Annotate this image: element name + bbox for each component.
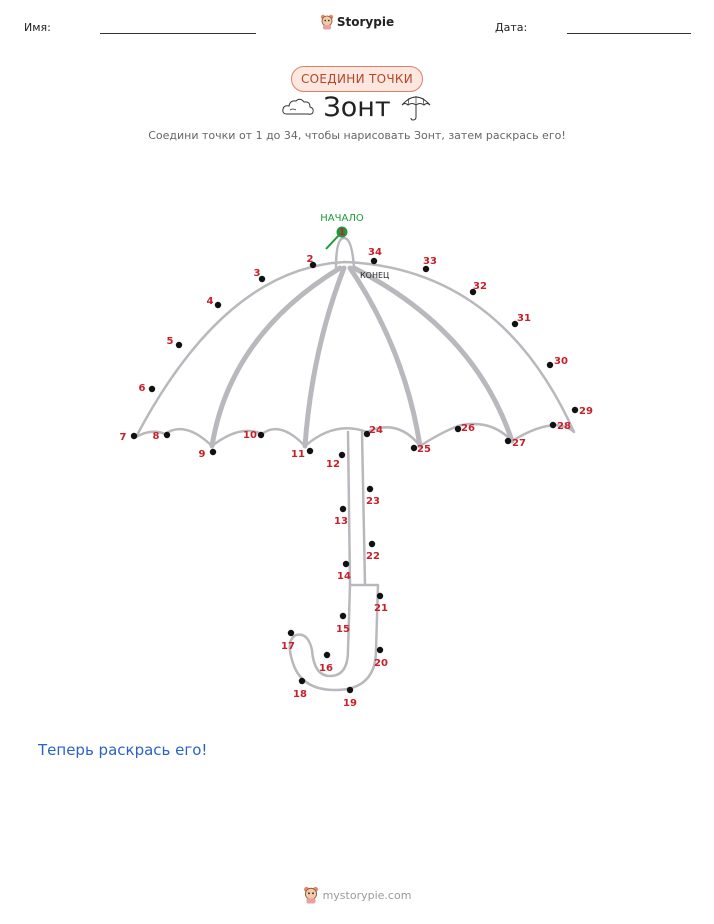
dot-marker: [369, 541, 375, 547]
dot-4: [207, 296, 222, 308]
dot-number: 4: [206, 296, 214, 307]
dot-23: [366, 486, 380, 507]
dot-10: [243, 430, 264, 441]
dot-number: 30: [554, 356, 568, 367]
dot-25: [411, 444, 431, 455]
dot-number: 14: [337, 571, 351, 582]
dot-number: 22: [366, 551, 380, 562]
dot-number: 28: [557, 421, 571, 432]
dot-26: [455, 423, 475, 434]
dot-number: 17: [281, 641, 295, 652]
dot-number: 7: [119, 432, 127, 443]
footer: [0, 886, 714, 908]
dot-number: 13: [334, 516, 348, 527]
dot-marker: [149, 386, 155, 392]
dot-number: 34: [368, 247, 382, 258]
umbrella-outline: [136, 238, 574, 690]
dot-number: 10: [243, 430, 257, 441]
instructions: Соедини точки от 1 до 34, чтобы нарисовать Зонт, затем раскрась его!: [148, 129, 566, 142]
dot-18: [293, 678, 307, 700]
dot-12: [326, 452, 345, 470]
dot-14: [337, 561, 351, 582]
dot-number: 6: [138, 383, 146, 394]
dot-31: [512, 313, 531, 327]
dots-layer: [120, 227, 593, 710]
dot-marker: [550, 422, 556, 428]
dot-29: [572, 406, 593, 417]
dot-marker: [547, 362, 553, 368]
badge-text: СОЕДИНИ ТОЧКИ: [291, 66, 423, 92]
dot-3: [254, 268, 266, 282]
dot-13: [334, 506, 348, 527]
dot-30: [547, 356, 568, 368]
dot-marker: [164, 432, 170, 438]
dot-9: [199, 449, 217, 460]
dot-marker: [339, 452, 345, 458]
dot-marker: [505, 438, 511, 444]
dot-marker: [371, 258, 377, 264]
dot-number: 20: [374, 658, 388, 669]
page-title: Зонт: [323, 92, 391, 123]
dot-marker: [307, 448, 313, 454]
brand-name: Storypie: [336, 15, 395, 29]
dot-number: 21: [374, 603, 388, 614]
dot-5: [167, 336, 183, 348]
dot-number: 31: [517, 313, 531, 324]
dot-number: 11: [291, 449, 305, 460]
dot-number: 29: [579, 406, 593, 417]
dot-marker: [367, 486, 373, 492]
dot-marker: [377, 647, 383, 653]
dot-number: 23: [366, 496, 380, 507]
dot-number: 18: [293, 689, 307, 700]
dot-number: 15: [336, 624, 350, 635]
footer-site: mystorypie.com: [322, 888, 412, 902]
dot-11: [291, 448, 313, 460]
dot-27: [505, 438, 526, 449]
dot-6: [139, 383, 156, 394]
dot-22: [366, 541, 380, 562]
start-label: НАЧАЛО: [320, 213, 364, 224]
dot-number: 19: [343, 698, 357, 709]
dot-33: [423, 256, 437, 272]
dot-marker: [347, 687, 353, 693]
dot-number: 12: [326, 459, 340, 470]
dot-1: [337, 227, 348, 239]
dot-24: [364, 425, 383, 437]
dot-number: 2: [306, 254, 314, 265]
dot-34: [368, 247, 382, 264]
dot-number: 1: [338, 227, 346, 238]
footer-bear-icon: [303, 886, 319, 904]
dot-marker: [343, 561, 349, 567]
dot-2: [307, 254, 317, 268]
dot-number: 26: [461, 423, 475, 434]
name-label: Имя:: [24, 21, 51, 34]
dot-number: 27: [512, 438, 526, 449]
dot-marker: [324, 652, 330, 658]
dot-number: 8: [152, 431, 160, 442]
dot-number: 24: [369, 425, 383, 436]
dot-number: 25: [417, 444, 431, 455]
dot-marker: [340, 613, 346, 619]
dot-number: 5: [166, 336, 174, 347]
dot-marker: [176, 342, 182, 348]
dot-marker: [340, 506, 346, 512]
dot-28: [550, 421, 571, 432]
end-label: КОНЕЦ: [360, 271, 390, 280]
dot-marker: [215, 302, 221, 308]
dot-7: [120, 432, 138, 443]
dot-marker: [288, 630, 294, 636]
dot-17: [281, 630, 295, 652]
dot-number: 3: [253, 268, 261, 279]
dot-number: 33: [423, 256, 437, 267]
dot-16: [319, 652, 333, 674]
dot-number: 16: [319, 663, 333, 674]
date-label: Дата:: [495, 21, 528, 34]
dot-number: 32: [473, 281, 487, 292]
dot-32: [470, 281, 487, 295]
dot-21: [374, 593, 388, 614]
dot-marker: [572, 407, 578, 413]
dot-marker: [299, 678, 305, 684]
dot-marker: [131, 433, 137, 439]
dot-number: 9: [198, 449, 206, 460]
dot-marker: [258, 432, 264, 438]
dot-marker: [210, 449, 216, 455]
color-prompt: Теперь раскрась его!: [38, 741, 208, 759]
dot-marker: [377, 593, 383, 599]
